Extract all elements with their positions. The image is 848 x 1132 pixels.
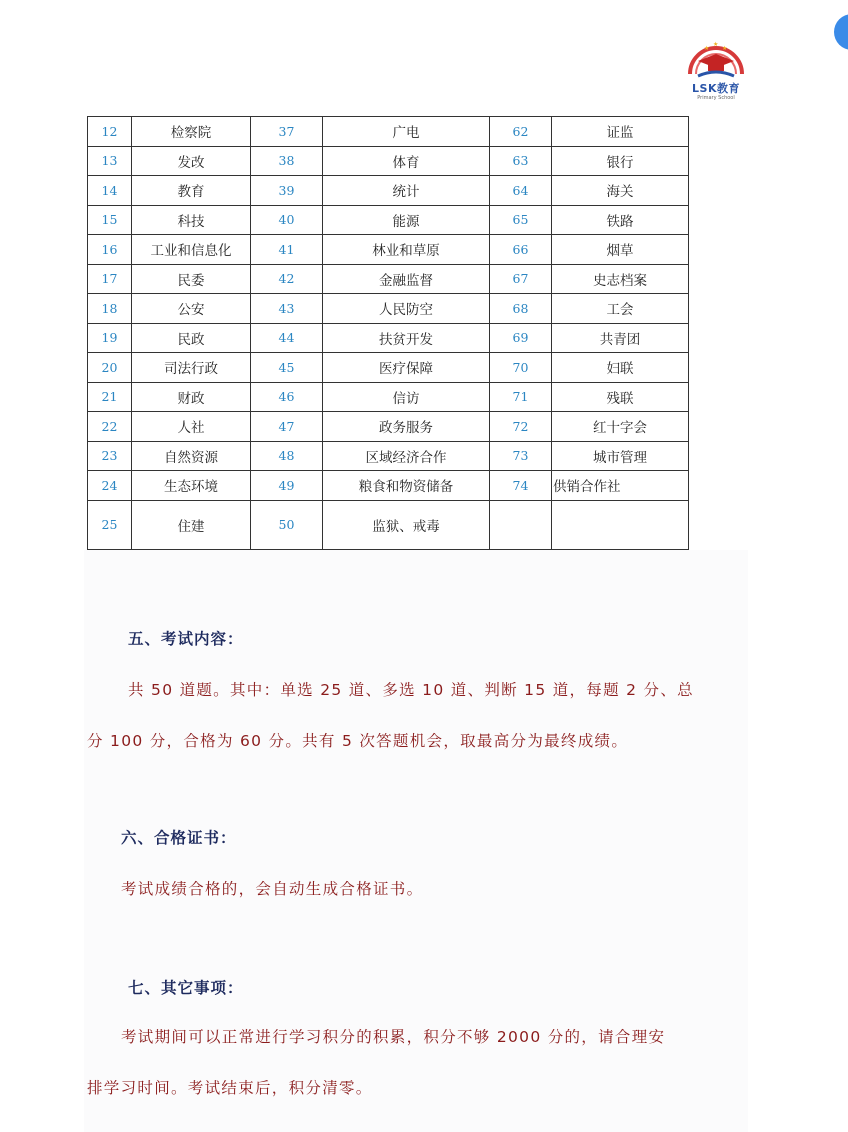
table-cell-department: 红十字会 [552,412,689,442]
table-cell-number: 64 [490,176,552,206]
brand-logo [684,34,754,104]
table-cell-department: 住建 [132,500,251,549]
logo-tagline: Primary School [697,95,735,101]
table-cell-department: 银行 [552,146,689,176]
table-cell-number: 63 [490,146,552,176]
table-cell-department: 扶贫开发 [323,323,490,353]
table-cell-number: 13 [88,146,132,176]
table-cell-department: 统计 [323,176,490,206]
table-cell-department: 生态环境 [132,471,251,501]
table-cell-number: 24 [88,471,132,501]
table-cell-number: 38 [251,146,323,176]
department-table [87,116,689,550]
table-row [88,264,689,294]
exam-content-line-2: 分 100 分，合格为 60 分。共有 5 次答题机会，取最高分为最终成绩。 [87,732,629,750]
table-cell-number: 17 [88,264,132,294]
table-cell-number: 66 [490,235,552,265]
table-cell-department: 体育 [323,146,490,176]
table-cell-department: 司法行政 [132,353,251,383]
table-row [88,323,689,353]
table-row [88,176,689,206]
table-cell-department: 证监 [552,117,689,147]
table-cell-number: 16 [88,235,132,265]
table-cell-department: 残联 [552,382,689,412]
table-cell-number: 73 [490,441,552,471]
table-cell-number: 74 [490,471,552,501]
table-cell-number: 62 [490,117,552,147]
table-cell-number: 23 [88,441,132,471]
logo-brand-text: LSK教育 [692,82,740,95]
table-cell-number: 20 [88,353,132,383]
table-row [88,471,689,501]
table-cell-number: 46 [251,382,323,412]
table-cell-department: 供销合作社 [552,471,689,501]
section-heading-exam-content: 五、考试内容： [128,630,244,648]
table-cell-number: 49 [251,471,323,501]
svg-text:★: ★ [722,45,728,52]
table-cell-department: 民政 [132,323,251,353]
table-cell-number: 12 [88,117,132,147]
table-cell-department: 能源 [323,205,490,235]
table-row [88,117,689,147]
table-row [88,382,689,412]
table-cell-number: 39 [251,176,323,206]
table-row [88,353,689,383]
table-cell-number: 15 [88,205,132,235]
table-cell-department: 史志档案 [552,264,689,294]
table-cell-number [490,500,552,549]
table-cell-number: 21 [88,382,132,412]
table-cell-department: 妇联 [552,353,689,383]
table-cell-department: 医疗保障 [323,353,490,383]
table-cell-department: 科技 [132,205,251,235]
table-cell-number: 69 [490,323,552,353]
svg-text:★: ★ [704,45,710,52]
table-cell-department: 人社 [132,412,251,442]
table-cell-department: 海关 [552,176,689,206]
table-cell-number: 47 [251,412,323,442]
table-row [88,146,689,176]
table-cell-department: 监狱、戒毒 [323,500,490,549]
table-cell-number: 37 [251,117,323,147]
table-cell-department: 自然资源 [132,441,251,471]
table-cell-number: 50 [251,500,323,549]
table-cell-department: 区域经济合作 [323,441,490,471]
other-line-2: 排学习时间。考试结束后，积分清零。 [87,1079,373,1097]
other-line-1: 考试期间可以正常进行学习积分的积累，积分不够 2000 分的，请合理安 [121,1028,666,1046]
table-cell-department [552,500,689,549]
table-cell-department: 信访 [323,382,490,412]
table-cell-number: 70 [490,353,552,383]
floating-action-button[interactable] [834,14,848,50]
table-cell-number: 72 [490,412,552,442]
table-cell-number: 40 [251,205,323,235]
table-cell-number: 65 [490,205,552,235]
table-cell-number: 22 [88,412,132,442]
table-cell-department: 烟草 [552,235,689,265]
table-row [88,500,689,549]
section-heading-certificate: 六、合格证书： [121,829,237,847]
table-cell-number: 18 [88,294,132,324]
table-cell-department: 发改 [132,146,251,176]
table-cell-number: 25 [88,500,132,549]
exam-content-line-1: 共 50 道题。其中：单选 25 道、多选 10 道、判断 15 道，每题 2 分、总 [128,681,694,699]
table-cell-department: 教育 [132,176,251,206]
table-cell-number: 71 [490,382,552,412]
table-cell-number: 45 [251,353,323,383]
table-cell-department: 工会 [552,294,689,324]
table-cell-number: 41 [251,235,323,265]
svg-text:★: ★ [713,41,719,48]
table-cell-department: 民委 [132,264,251,294]
table-cell-number: 14 [88,176,132,206]
table-cell-number: 67 [490,264,552,294]
section-heading-other: 七、其它事项： [128,979,244,997]
table-cell-number: 19 [88,323,132,353]
table-row [88,235,689,265]
table-cell-department: 工业和信息化 [132,235,251,265]
table-row [88,294,689,324]
table-row [88,205,689,235]
table-cell-number: 68 [490,294,552,324]
mortarboard-icon [684,34,748,82]
table-cell-department: 财政 [132,382,251,412]
certificate-line-1: 考试成绩合格的，会自动生成合格证书。 [121,880,424,898]
table-cell-department: 公安 [132,294,251,324]
table-cell-department: 检察院 [132,117,251,147]
table-cell-number: 43 [251,294,323,324]
table-cell-department: 铁路 [552,205,689,235]
table-cell-department: 金融监督 [323,264,490,294]
table-cell-department: 林业和草原 [323,235,490,265]
table-cell-department: 城市管理 [552,441,689,471]
table-cell-department: 粮食和物资储备 [323,471,490,501]
table-cell-department: 人民防空 [323,294,490,324]
table-cell-department: 政务服务 [323,412,490,442]
table-row [88,412,689,442]
table-cell-number: 48 [251,441,323,471]
table-row [88,441,689,471]
table-cell-department: 广电 [323,117,490,147]
table-cell-department: 共青团 [552,323,689,353]
table-cell-number: 42 [251,264,323,294]
table-cell-number: 44 [251,323,323,353]
